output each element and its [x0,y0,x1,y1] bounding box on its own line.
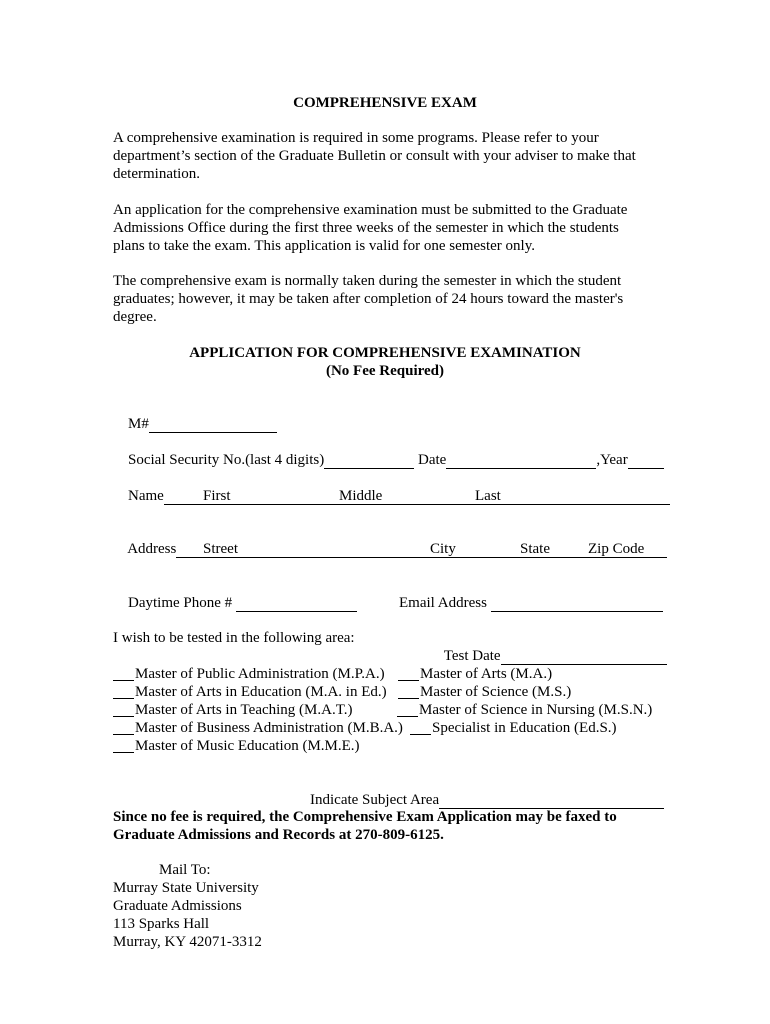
tested-area-label: I wish to be tested in the following area: [113,630,355,646]
mail-address-line: 113 Sparks Hall [113,916,210,932]
program-msn-checkbox[interactable] [397,701,418,717]
daytime-phone-label: Daytime Phone # [128,595,233,611]
address-label: Address [127,541,177,557]
paragraph-line: Admissions Office during the first three weeks of the semester in which the students [113,220,619,236]
email-label: Email Address [399,595,487,611]
program-eds-checkbox[interactable] [410,719,431,735]
program-eds-label: Specialist in Education (Ed.S.) [432,720,617,736]
application-subtitle: (No Fee Required) [325,363,445,379]
fax-notice-line: Graduate Admissions and Records at 270-809-6125. [113,827,444,843]
application-title: APPLICATION FOR COMPREHENSIVE EXAMINATION [189,345,581,361]
paragraph-line: graduates; however, it may be taken after completion of 24 hours toward the master's [113,291,624,307]
fax-notice-line: Since no fee is required, the Comprehensive Exam Application may be faxed to [113,809,617,825]
address-zip-caption: Zip Code [588,541,645,557]
paragraph-line: The comprehensive exam is normally taken during the semester in which the student [113,273,622,289]
intro-paragraph-3 [113,272,643,326]
program-msn-label: Master of Science in Nursing (M.S.N.) [419,702,653,718]
mail-address-line: Graduate Admissions [113,898,242,914]
test-date-label: Test Date [443,648,501,664]
program-mme-checkbox[interactable] [113,737,134,753]
name-first-caption: First [203,488,231,504]
daytime-phone-field[interactable] [236,596,357,612]
test-date-field[interactable] [501,649,667,665]
paragraph-line: plans to take the exam. This application is valid for one semester only. [113,238,535,254]
year-field[interactable] [628,453,664,469]
paragraph-line: An application for the comprehensive examination must be submitted to the Graduate [113,202,628,218]
subject-area-field[interactable] [439,793,664,809]
mail-to-label: Mail To: [159,862,211,878]
program-mat-label: Master of Arts in Teaching (M.A.T.) [135,702,353,718]
date-field[interactable] [446,453,596,469]
program-ma-ed-checkbox[interactable] [113,683,134,699]
fax-notice [113,808,673,844]
mailing-address [113,879,643,951]
m-number-field[interactable] [149,417,277,433]
program-mme-label: Master of Music Education (M.M.E.) [135,738,360,754]
intro-paragraph-2 [113,201,643,255]
program-ms-label: Master of Science (M.S.) [420,684,572,700]
program-mba-label: Master of Business Administration (M.B.A.) [135,720,403,736]
subject-area-label: Indicate Subject Area [310,792,440,808]
ssn-field[interactable] [324,453,414,469]
date-label: Date [417,452,447,468]
name-label: Name [128,488,164,504]
program-mpa-label: Master of Public Administration (M.P.A.) [135,666,385,682]
mail-address-line: Murray State University [113,880,259,896]
name-middle-caption: Middle [339,488,383,504]
phone-row [113,576,357,630]
paragraph-line: department’s section of the Graduate Bulletin or consult with your adviser to make that [113,148,636,164]
program-ma-label: Master of Arts (M.A.) [420,666,553,682]
program-ms-checkbox[interactable] [398,683,419,699]
ssn-label: Social Security No.(last 4 digits) [128,452,325,468]
year-label: ,Year [596,452,628,468]
address-city-caption: City [430,541,456,557]
address-state-caption: State [520,541,550,557]
address-row [113,522,667,576]
paragraph-line: A comprehensive examination is required in some programs. Please refer to your [113,130,599,146]
paragraph-line: determination. [113,166,201,182]
paragraph-line: degree. [113,309,157,325]
name-field[interactable] [164,489,670,505]
program-mba-checkbox[interactable] [113,719,134,735]
address-street-caption: Street [203,541,238,557]
program-ma-ed-label: Master of Arts in Education (M.A. in Ed.) [135,684,387,700]
mail-address-line: Murray, KY 42071-3312 [113,934,262,950]
name-last-caption: Last [475,488,501,504]
program-mpa-checkbox[interactable] [113,665,134,681]
name-row [113,469,670,523]
email-row [384,576,663,630]
page-title: COMPREHENSIVE EXAM [293,95,477,111]
program-mat-checkbox[interactable] [113,701,134,717]
m-number-label: M# [128,416,149,432]
email-field[interactable] [491,596,663,612]
program-ma-checkbox[interactable] [398,665,419,681]
intro-paragraph-1 [113,129,643,183]
